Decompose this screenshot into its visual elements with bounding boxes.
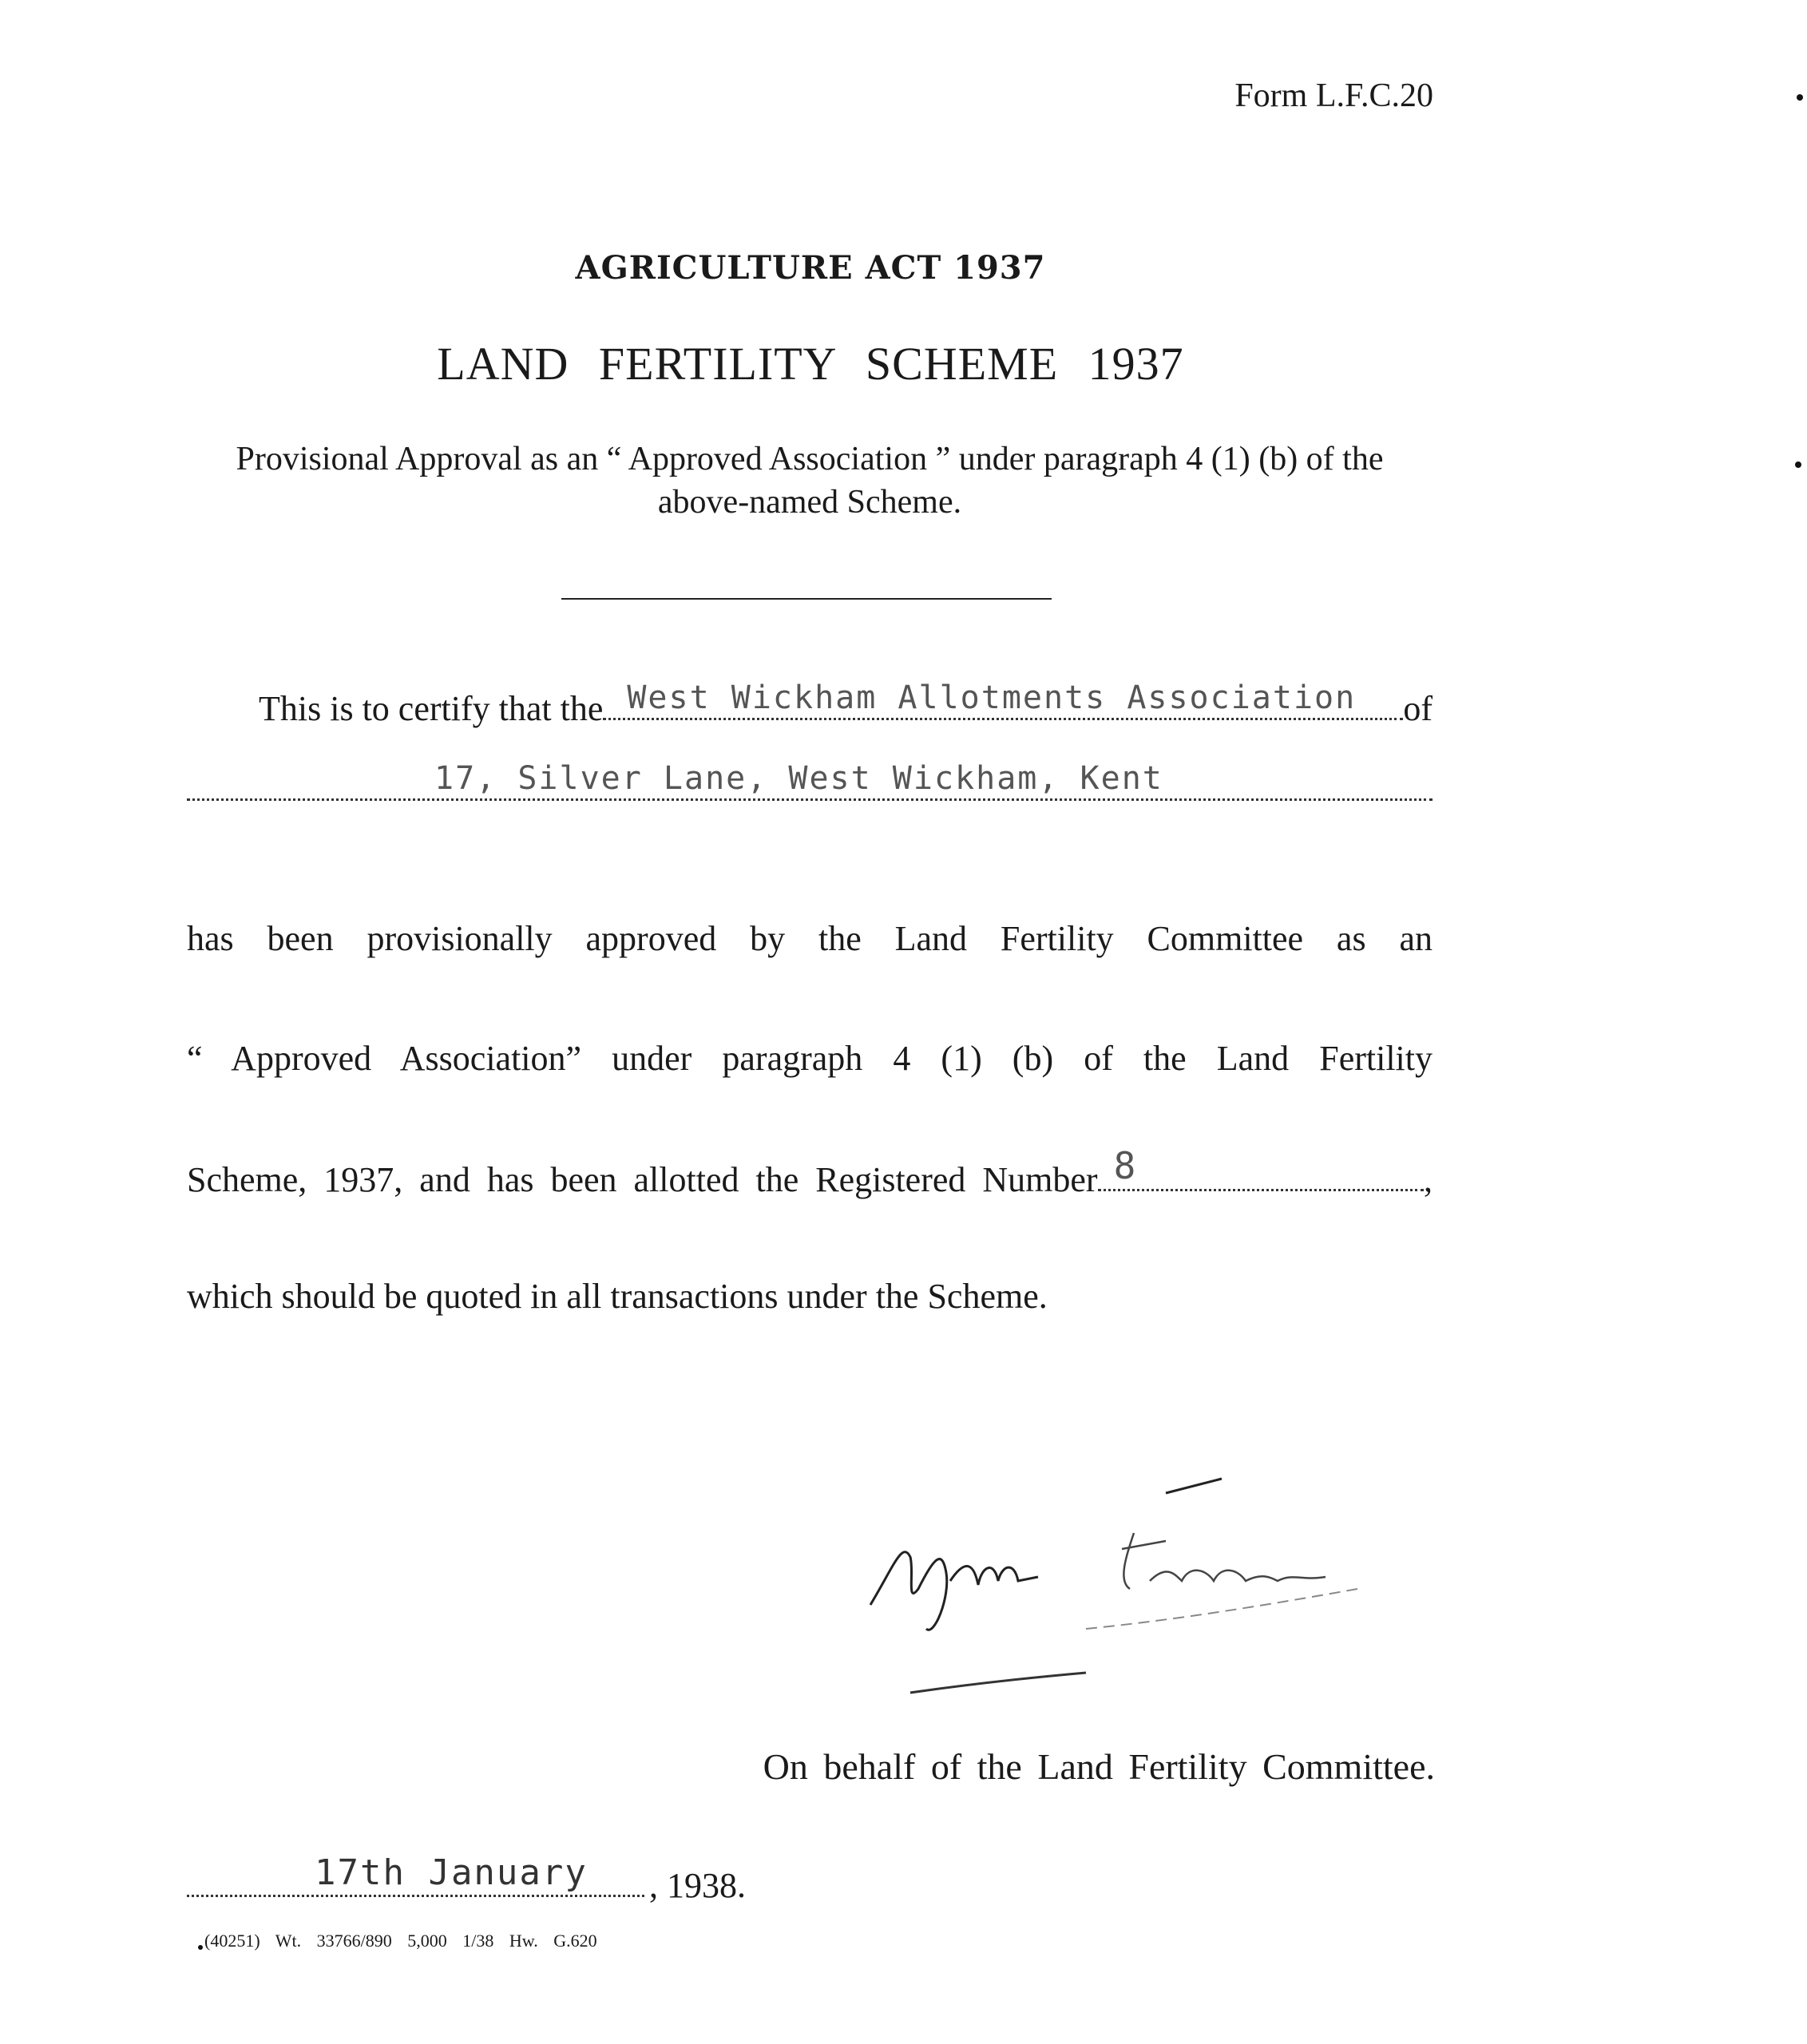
association-name-field (603, 679, 1403, 720)
registered-number: 8 (1113, 1144, 1138, 1187)
date-field (187, 1852, 644, 1897)
address-field (187, 760, 1433, 801)
divider (561, 598, 1052, 600)
signature (846, 1469, 1389, 1709)
address-line (187, 760, 1433, 809)
comma: , (1424, 1160, 1433, 1199)
date-line (187, 1852, 746, 1906)
punch-hole-mark (1797, 94, 1803, 101)
form-number: Form L.F.C.20 (1234, 77, 1433, 114)
body-line-5: Scheme, 1937, and has been allotted the Registered Number (187, 1160, 1098, 1199)
certify-line (187, 679, 1433, 729)
signature-caption: On behalf of the Land Fertility Committee. (763, 1746, 1435, 1787)
body-line-3: has been provisionally approved by the Land Fertility Committee as an (187, 919, 1433, 958)
body-line-6: which should be quoted in all transactions under the Scheme. (187, 1277, 1048, 1316)
speck (198, 1945, 203, 1950)
certify-prefix: This is to certify that the (259, 689, 604, 728)
footer-print-code: (40251) Wt. 33766/890 5,000 1/38 Hw. G.620 (204, 1931, 597, 1951)
subtitle: Provisional Approval as an “ Approved Association ” under paragraph 4 (1) (b) of the above-named Scheme. (236, 441, 1384, 521)
scheme-title: LAND FERTILITY SCHEME 1937 (437, 338, 1184, 390)
act-title: AGRICULTURE ACT 1937 (575, 249, 1046, 287)
registered-number-line (187, 1144, 1433, 1200)
association-name: West Wickham Allotments Association (627, 679, 1357, 716)
certify-suffix: of (1403, 689, 1433, 728)
address: 17, Silver Lane, West Wickham, Kent (434, 760, 1163, 797)
date-handwritten: 17th January (315, 1852, 588, 1893)
punch-hole-mark (1795, 461, 1801, 468)
date-year: , 1938. (649, 1866, 746, 1905)
body-line-4: “ Approved Association” under paragraph 4 (1) (b) of the Land Fertility (187, 1039, 1433, 1078)
registered-number-field (1098, 1144, 1424, 1191)
